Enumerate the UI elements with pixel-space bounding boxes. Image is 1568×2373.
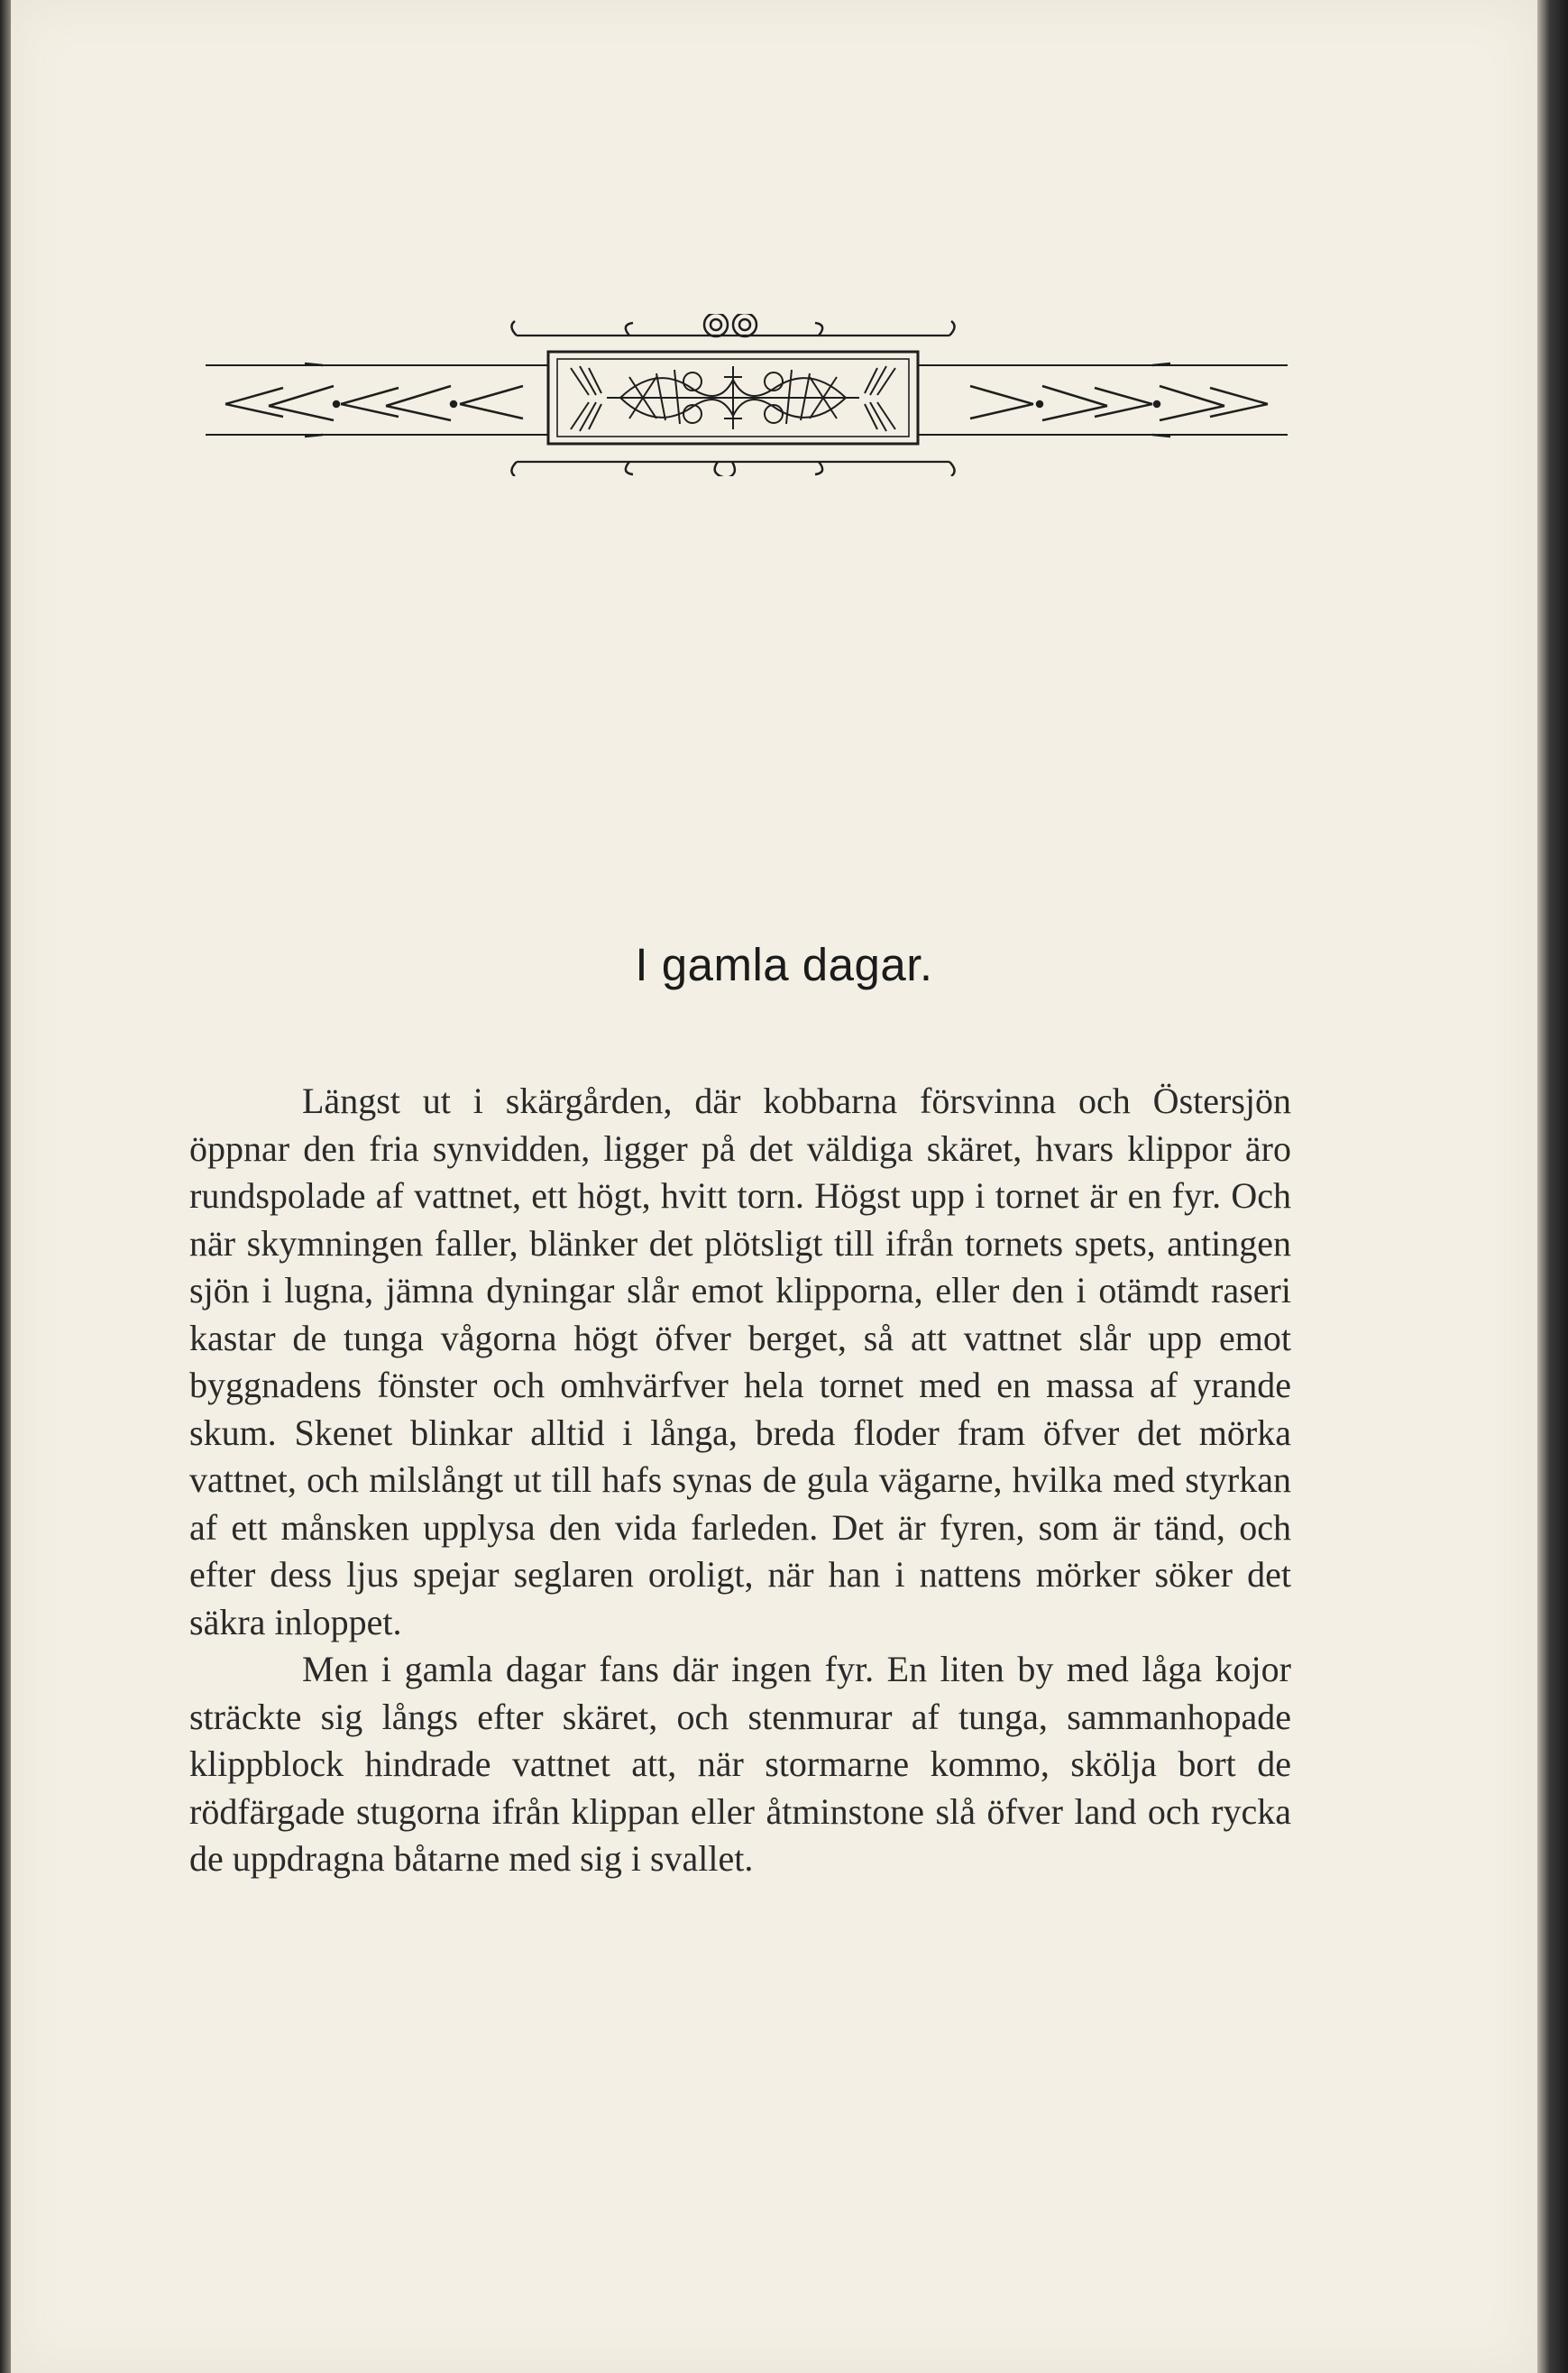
- page-right-edge: [1537, 0, 1568, 2373]
- paragraph-1: Längst ut i skärgården, där kobbarna försvinna och Östersjön öppnar den fria synvidden, ligger på det väldiga skäret, hvars klippor äro rundspolade af vattnet, ett högt, hvitt torn. Högst upp i tornet är en fyr. Och när skymningen faller, blänker det plötsligt till ifrån tornets spets, antingen sjön i lugna, jämna dyningar slår emot klipporna, eller den i otämdt raseri kastar de tunga vågorna högt öfver berget, så att vattnet slår upp emot byggnadens fönster och omhvärfver hela tornet med en massa af yrande skum. Skenet blinkar alltid i långa, breda floder fram öfver det mörka vattnet, och milslångt ut till hafs synas de gula vägarne, hvilka med styrkan af ett månsken upplysa den vida farleden. Det är fyren, som är tänd, och efter dess ljus spejar seglaren oroligt, när han i nattens mörker söker det säkra inloppet.: [189, 1081, 1291, 1642]
- decorative-headpiece-ornament: [206, 314, 1288, 476]
- chapter-title: I gamla dagar.: [635, 939, 933, 990]
- paragraph-2: Men i gamla dagar fans där ingen fyr. En liten by med låga kojor sträckte sig långs efter skäret, och stenmurar af tunga, sammanhopade klippblock hindrade vattnet att, när stormarne kommo, skölja bort de rödfärgade stugorna ifrån klippan eller åtminstone slå öfver land och rycka de uppdragna båtarne med sig i svallet.: [189, 1649, 1291, 1879]
- page-left-edge: [0, 0, 11, 2373]
- chapter-body: [189, 1078, 1291, 1883]
